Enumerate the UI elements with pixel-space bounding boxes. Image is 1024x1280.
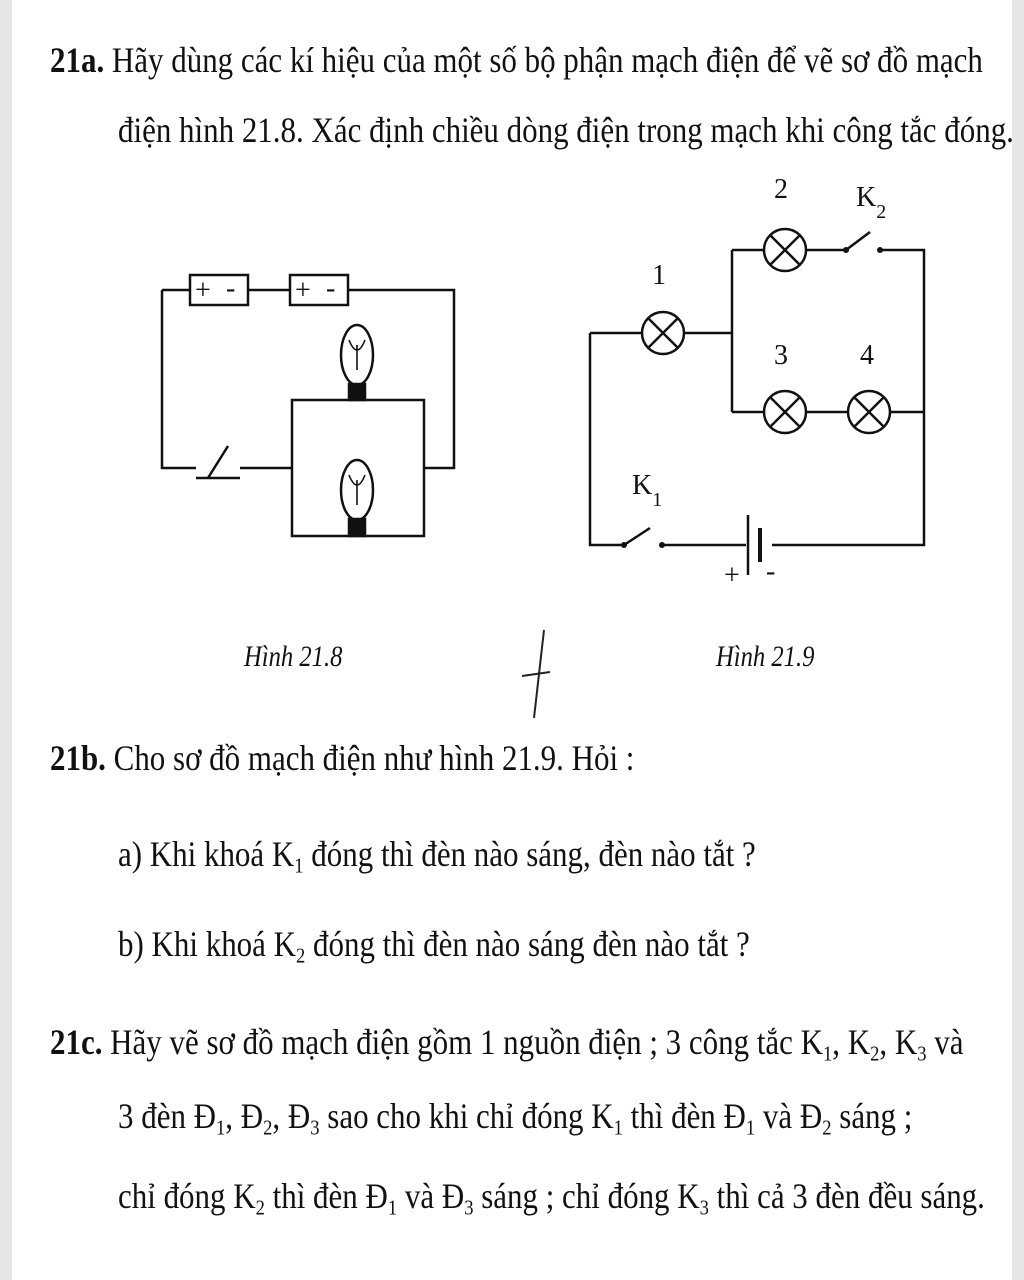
q21b-a-text: a) Khi khoá K: [118, 834, 295, 874]
text: , Đ: [225, 1096, 264, 1136]
pen-mark: [522, 630, 550, 718]
q21a-line-2: điện hình 21.8. Xác định chiều dòng điện trong mạch khi công tắc đóng.: [118, 110, 1014, 150]
text: thì đèn Đ: [622, 1096, 746, 1136]
sub: 3: [310, 1115, 320, 1140]
lamp-2-label: 2: [774, 174, 788, 205]
source-plus-label: +: [724, 560, 740, 591]
lamp-2-icon: [764, 229, 806, 271]
sub: 3: [464, 1195, 474, 1220]
text: , K: [832, 1022, 871, 1062]
switch-k1-label: $K_1$: [632, 470, 663, 511]
text: sáng ; chỉ đóng K: [473, 1176, 700, 1216]
q21b-a-sub: 1: [294, 853, 304, 878]
left-wire: [162, 290, 196, 468]
q21b-line: [50, 736, 634, 780]
text: thì đèn Đ: [264, 1176, 388, 1216]
text: sáng ;: [831, 1096, 913, 1136]
text: và Đ: [397, 1176, 465, 1216]
lamp-3-label: 3: [774, 340, 788, 371]
battery-minus-1: -: [226, 273, 236, 304]
sub: 3: [917, 1041, 927, 1066]
text: sao cho khi chỉ đóng K: [319, 1096, 614, 1136]
sub: 1: [216, 1115, 226, 1140]
figure-21-9-caption: Hình 21.9: [716, 640, 815, 673]
text: chỉ đóng K: [118, 1176, 256, 1216]
q21b-part-b: [118, 922, 750, 966]
q21c-line-1: [50, 1020, 964, 1064]
source-minus-label: -: [766, 556, 776, 587]
text: và: [926, 1022, 964, 1062]
switch-k1-icon: [624, 528, 650, 545]
sub: 3: [699, 1195, 709, 1220]
q21b-b-sub: 2: [295, 943, 306, 968]
q21c-text: Hãy vẽ sơ đồ mạch điện gồm 1 nguồn điện ; 3 công tắc K: [110, 1022, 824, 1062]
figure-21-8: [162, 275, 454, 536]
switch-k2-icon: [846, 232, 870, 250]
lamp-1-icon: [642, 312, 684, 354]
lamp-4-icon: [848, 391, 890, 433]
figure-21-8-caption: Hình 21.8: [244, 640, 343, 673]
battery-plus-2: +: [295, 275, 311, 306]
sub: 2: [822, 1115, 832, 1140]
q21a-text-1: Hãy dùng các kí hiệu của một số bộ phận mạch điện để vẽ sơ đồ mạch: [111, 40, 983, 80]
q21c-line-3: [118, 1174, 985, 1218]
sub: 1: [613, 1115, 623, 1140]
q21a-number: 21a.: [50, 40, 105, 80]
q21b-b-text: b) Khi khoá K: [118, 924, 296, 964]
page-edge-right: [1012, 0, 1024, 1280]
q21b-text: Cho sơ đồ mạch điện như hình 21.9. Hỏi :: [113, 738, 635, 778]
figure-21-9: [590, 229, 924, 575]
q21b-number: 21b.: [50, 738, 106, 778]
q21b-b-text-2: đóng thì đèn nào sáng đèn nào tắt ?: [305, 924, 750, 964]
sub: 2: [255, 1195, 265, 1220]
lamp-3-icon: [764, 391, 806, 433]
document-page: [12, 0, 1012, 1280]
q21c-number: 21c.: [50, 1022, 103, 1062]
sub: 1: [387, 1195, 398, 1220]
bulb-icon: [341, 325, 373, 400]
text: , K: [879, 1022, 918, 1062]
bulb-icon: [341, 460, 373, 536]
battery-plus-1: +: [195, 275, 211, 306]
switch-icon: [196, 446, 240, 478]
q21b-part-a: [118, 832, 756, 876]
page-edge-left: [0, 0, 12, 1280]
q21c-line-2: [118, 1094, 912, 1138]
q21b-a-text-2: đóng thì đèn nào sáng, đèn nào tắt ?: [303, 834, 756, 874]
text: , Đ: [272, 1096, 311, 1136]
battery-minus-2: -: [326, 273, 336, 304]
lamp-1-label: 1: [652, 260, 666, 291]
text: thì cả 3 đèn đều sáng.: [708, 1176, 985, 1216]
text: và Đ: [755, 1096, 823, 1136]
sub: 2: [263, 1115, 273, 1140]
sub: 1: [823, 1041, 833, 1066]
sub: 2: [870, 1041, 880, 1066]
figures: [12, 0, 1012, 740]
switch-k2-label: $K_2$: [856, 182, 887, 223]
text: 3 đèn Đ: [118, 1096, 217, 1136]
lamp-4-label: 4: [860, 340, 874, 371]
sub: 1: [745, 1115, 756, 1140]
